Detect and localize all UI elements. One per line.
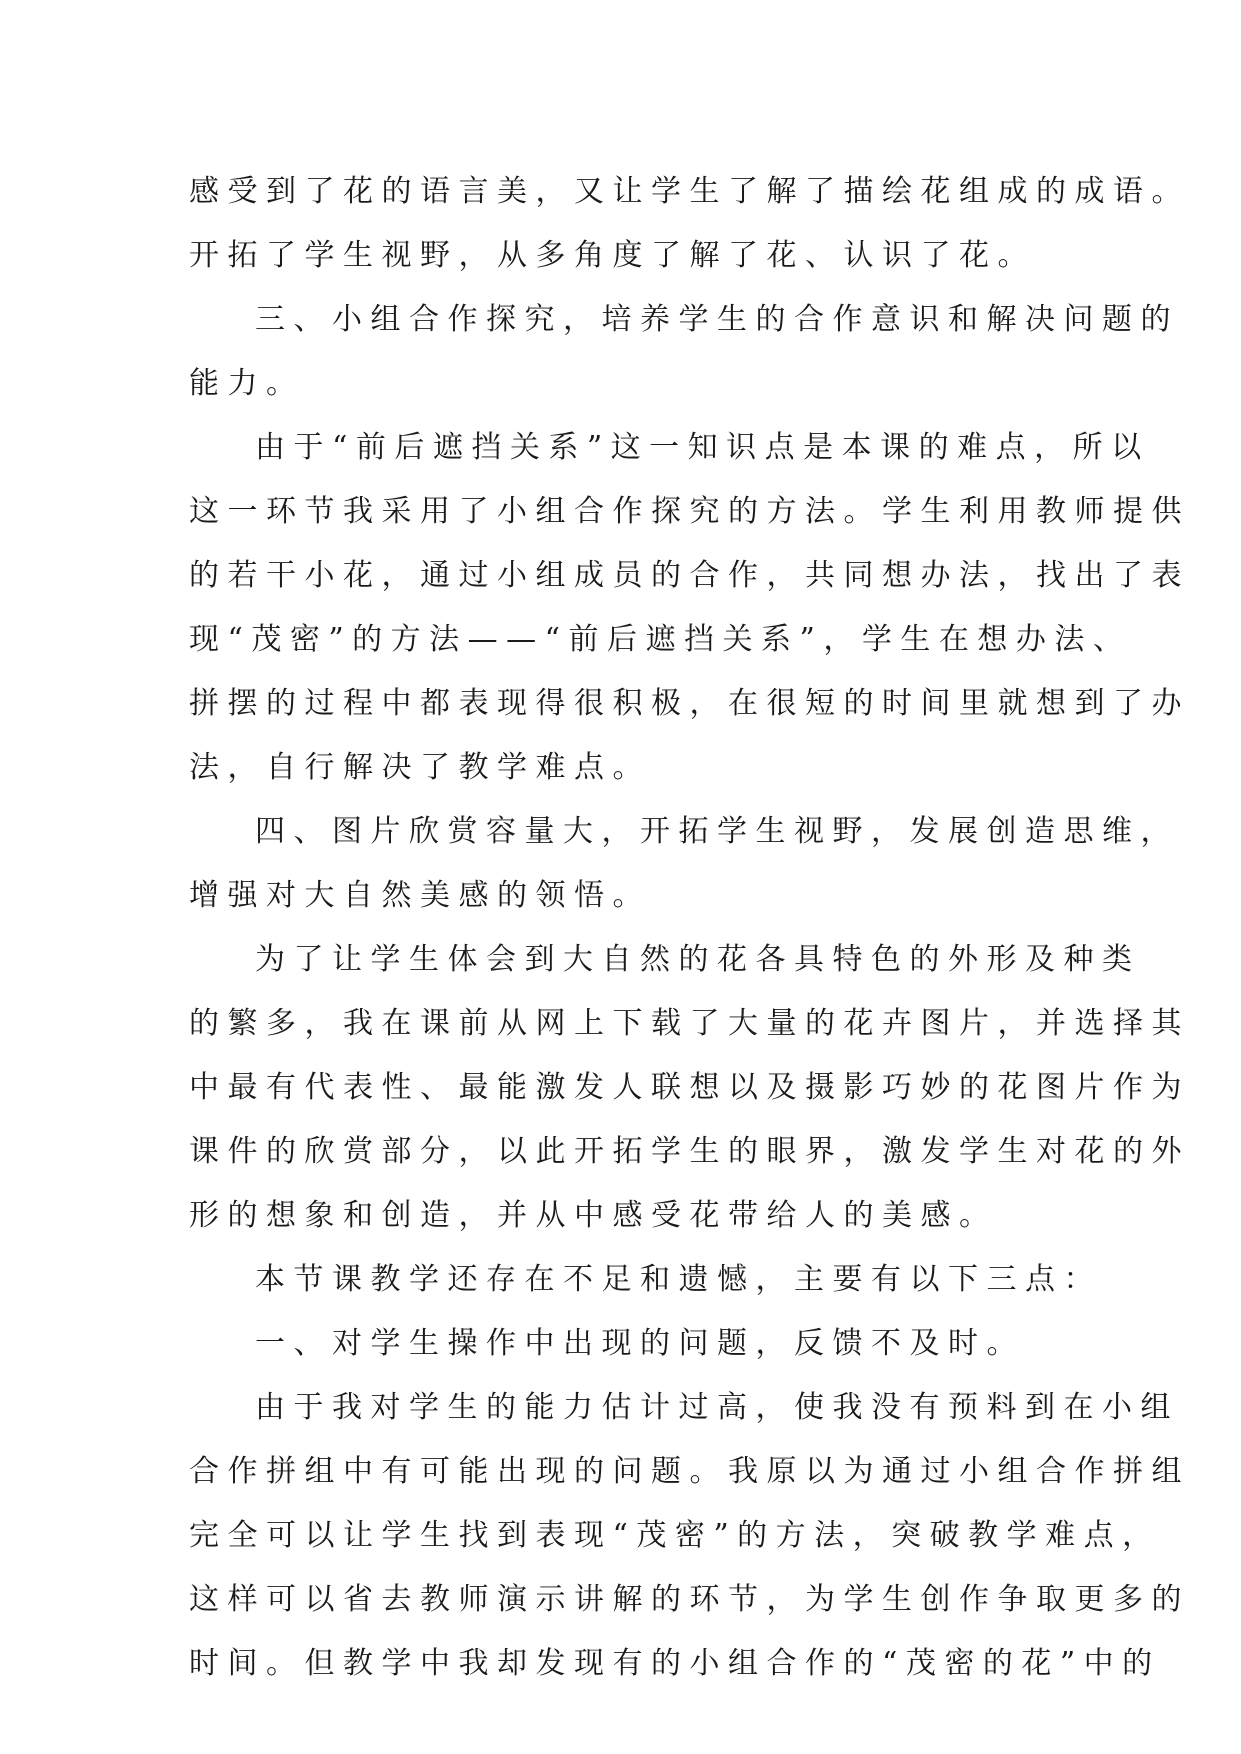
document-body [189, 160, 1190, 1696]
section-heading-line: 四、图片欣赏容量大，开拓学生视野，发展创造思维， [255, 814, 1179, 849]
text-line: 完全可以让学生找到表现“茂密”的方法，突破教学难点， [189, 1518, 1161, 1553]
text-line: 课件的欣赏部分，以此开拓学生的眼界，激发学生对花的外 [189, 1134, 1190, 1169]
text-line: 法，自行解决了教学难点。 [189, 750, 651, 785]
text-line: 中最有代表性、最能激发人联想以及摄影巧妙的花图片作为 [189, 1070, 1190, 1105]
text-line: 由于“前后遮挡关系”这一知识点是本课的难点，所以 [255, 430, 1150, 465]
section-heading-line: 能力。 [189, 366, 305, 401]
text-line: 时间。但教学中我却发现有的小组合作的“茂密的花”中的 [189, 1646, 1161, 1681]
text-line: 这一环节我采用了小组合作探究的方法。学生利用教师提供 [189, 494, 1190, 529]
text-line: 形的想象和创造，并从中感受花带给人的美感。 [189, 1198, 998, 1233]
text-line: 为了让学生体会到大自然的花各具特色的外形及种类 [255, 942, 1141, 977]
section-heading-line: 三、小组合作探究，培养学生的合作意识和解决问题的 [255, 302, 1179, 337]
text-line: 由于我对学生的能力估计过高，使我没有预料到在小组 [255, 1390, 1179, 1425]
text-line: 的若干小花，通过小组成员的合作，共同想办法，找出了表 [189, 558, 1190, 593]
text-line: 的繁多，我在课前从网上下载了大量的花卉图片，并选择其 [189, 1006, 1190, 1041]
text-line: 感受到了花的语言美，又让学生了解了描绘花组成的成语。 [189, 174, 1190, 209]
section-heading-line: 增强对大自然美感的领悟。 [189, 878, 651, 913]
text-line: 开拓了学生视野，从多角度了解了花、认识了花。 [189, 238, 1036, 273]
text-line: 合作拼组中有可能出现的问题。我原以为通过小组合作拼组 [189, 1454, 1190, 1489]
text-line: 本节课教学还存在不足和遗憾，主要有以下三点： [255, 1262, 1102, 1297]
text-line: 这样可以省去教师演示讲解的环节，为学生创作争取更多的 [189, 1582, 1190, 1617]
text-line: 现“茂密”的方法——“前后遮挡关系”，学生在想办法、 [189, 622, 1132, 657]
text-line: 拼摆的过程中都表现得很积极，在很短的时间里就想到了办 [189, 686, 1190, 721]
section-heading-line: 一、对学生操作中出现的问题，反馈不及时。 [255, 1326, 1025, 1361]
